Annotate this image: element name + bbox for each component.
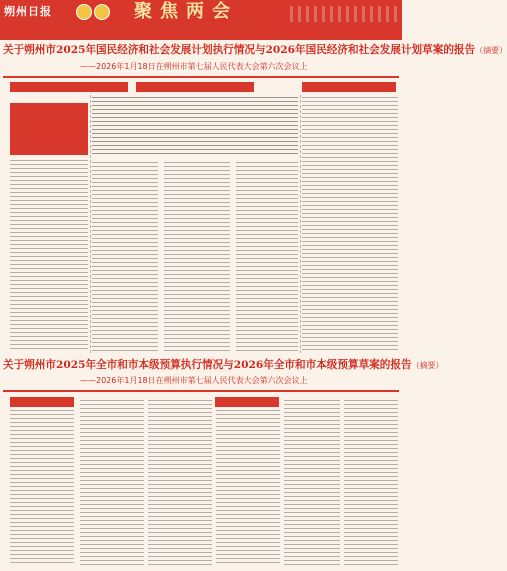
party-emblem-icon — [94, 4, 110, 20]
article2-column-1 — [10, 410, 74, 566]
article1-subline: ——2026年1月18日在朔州市第七届人民代表大会第六次会议上 — [80, 62, 308, 71]
newspaper-brand: 朔州日报 — [4, 5, 52, 18]
article2-column-6 — [344, 400, 398, 566]
masthead — [0, 0, 402, 40]
article1-column-5 — [302, 97, 398, 352]
column-title: 聚焦两会 — [134, 1, 238, 22]
article1-headline — [3, 42, 507, 58]
section-bar — [136, 82, 254, 92]
article2-headline — [3, 357, 444, 373]
article1-column-2 — [92, 162, 158, 352]
article2-headline-text: 关于朔州市2025年全市和市本级预算执行情况与2026年全市和市本级预算草案的报告 — [3, 359, 412, 371]
section-bar — [10, 82, 128, 92]
skyline-decoration — [290, 6, 398, 22]
section-bar — [215, 397, 279, 407]
article1-column-4 — [236, 162, 298, 352]
section-bar — [10, 397, 74, 407]
article2-subline: ——2026年1月18日在朔州市第七届人民代表大会第六次会议上 — [80, 376, 308, 385]
article2-rule — [3, 390, 399, 392]
article1-column-1 — [10, 160, 88, 352]
column-divider — [90, 95, 91, 353]
section-bar — [302, 82, 396, 92]
national-emblem-icon — [76, 4, 92, 20]
article1-headline-text: 关于朔州市2025年国民经济和社会发展计划执行情况与2026年国民经济和社会发展计划草案的报告 — [3, 44, 476, 56]
article2-column-5 — [284, 400, 340, 566]
highlight-box — [10, 103, 88, 155]
article2-column-2 — [80, 400, 144, 566]
article2-column-4 — [216, 410, 280, 566]
article1-tag: （摘要） — [475, 46, 507, 55]
column-divider — [300, 95, 301, 353]
article1-lead-text — [92, 97, 298, 157]
article1-column-3 — [164, 162, 230, 352]
article2-tag: （摘要） — [411, 361, 444, 370]
article2-column-3 — [148, 400, 212, 566]
article1-rule — [3, 76, 399, 78]
